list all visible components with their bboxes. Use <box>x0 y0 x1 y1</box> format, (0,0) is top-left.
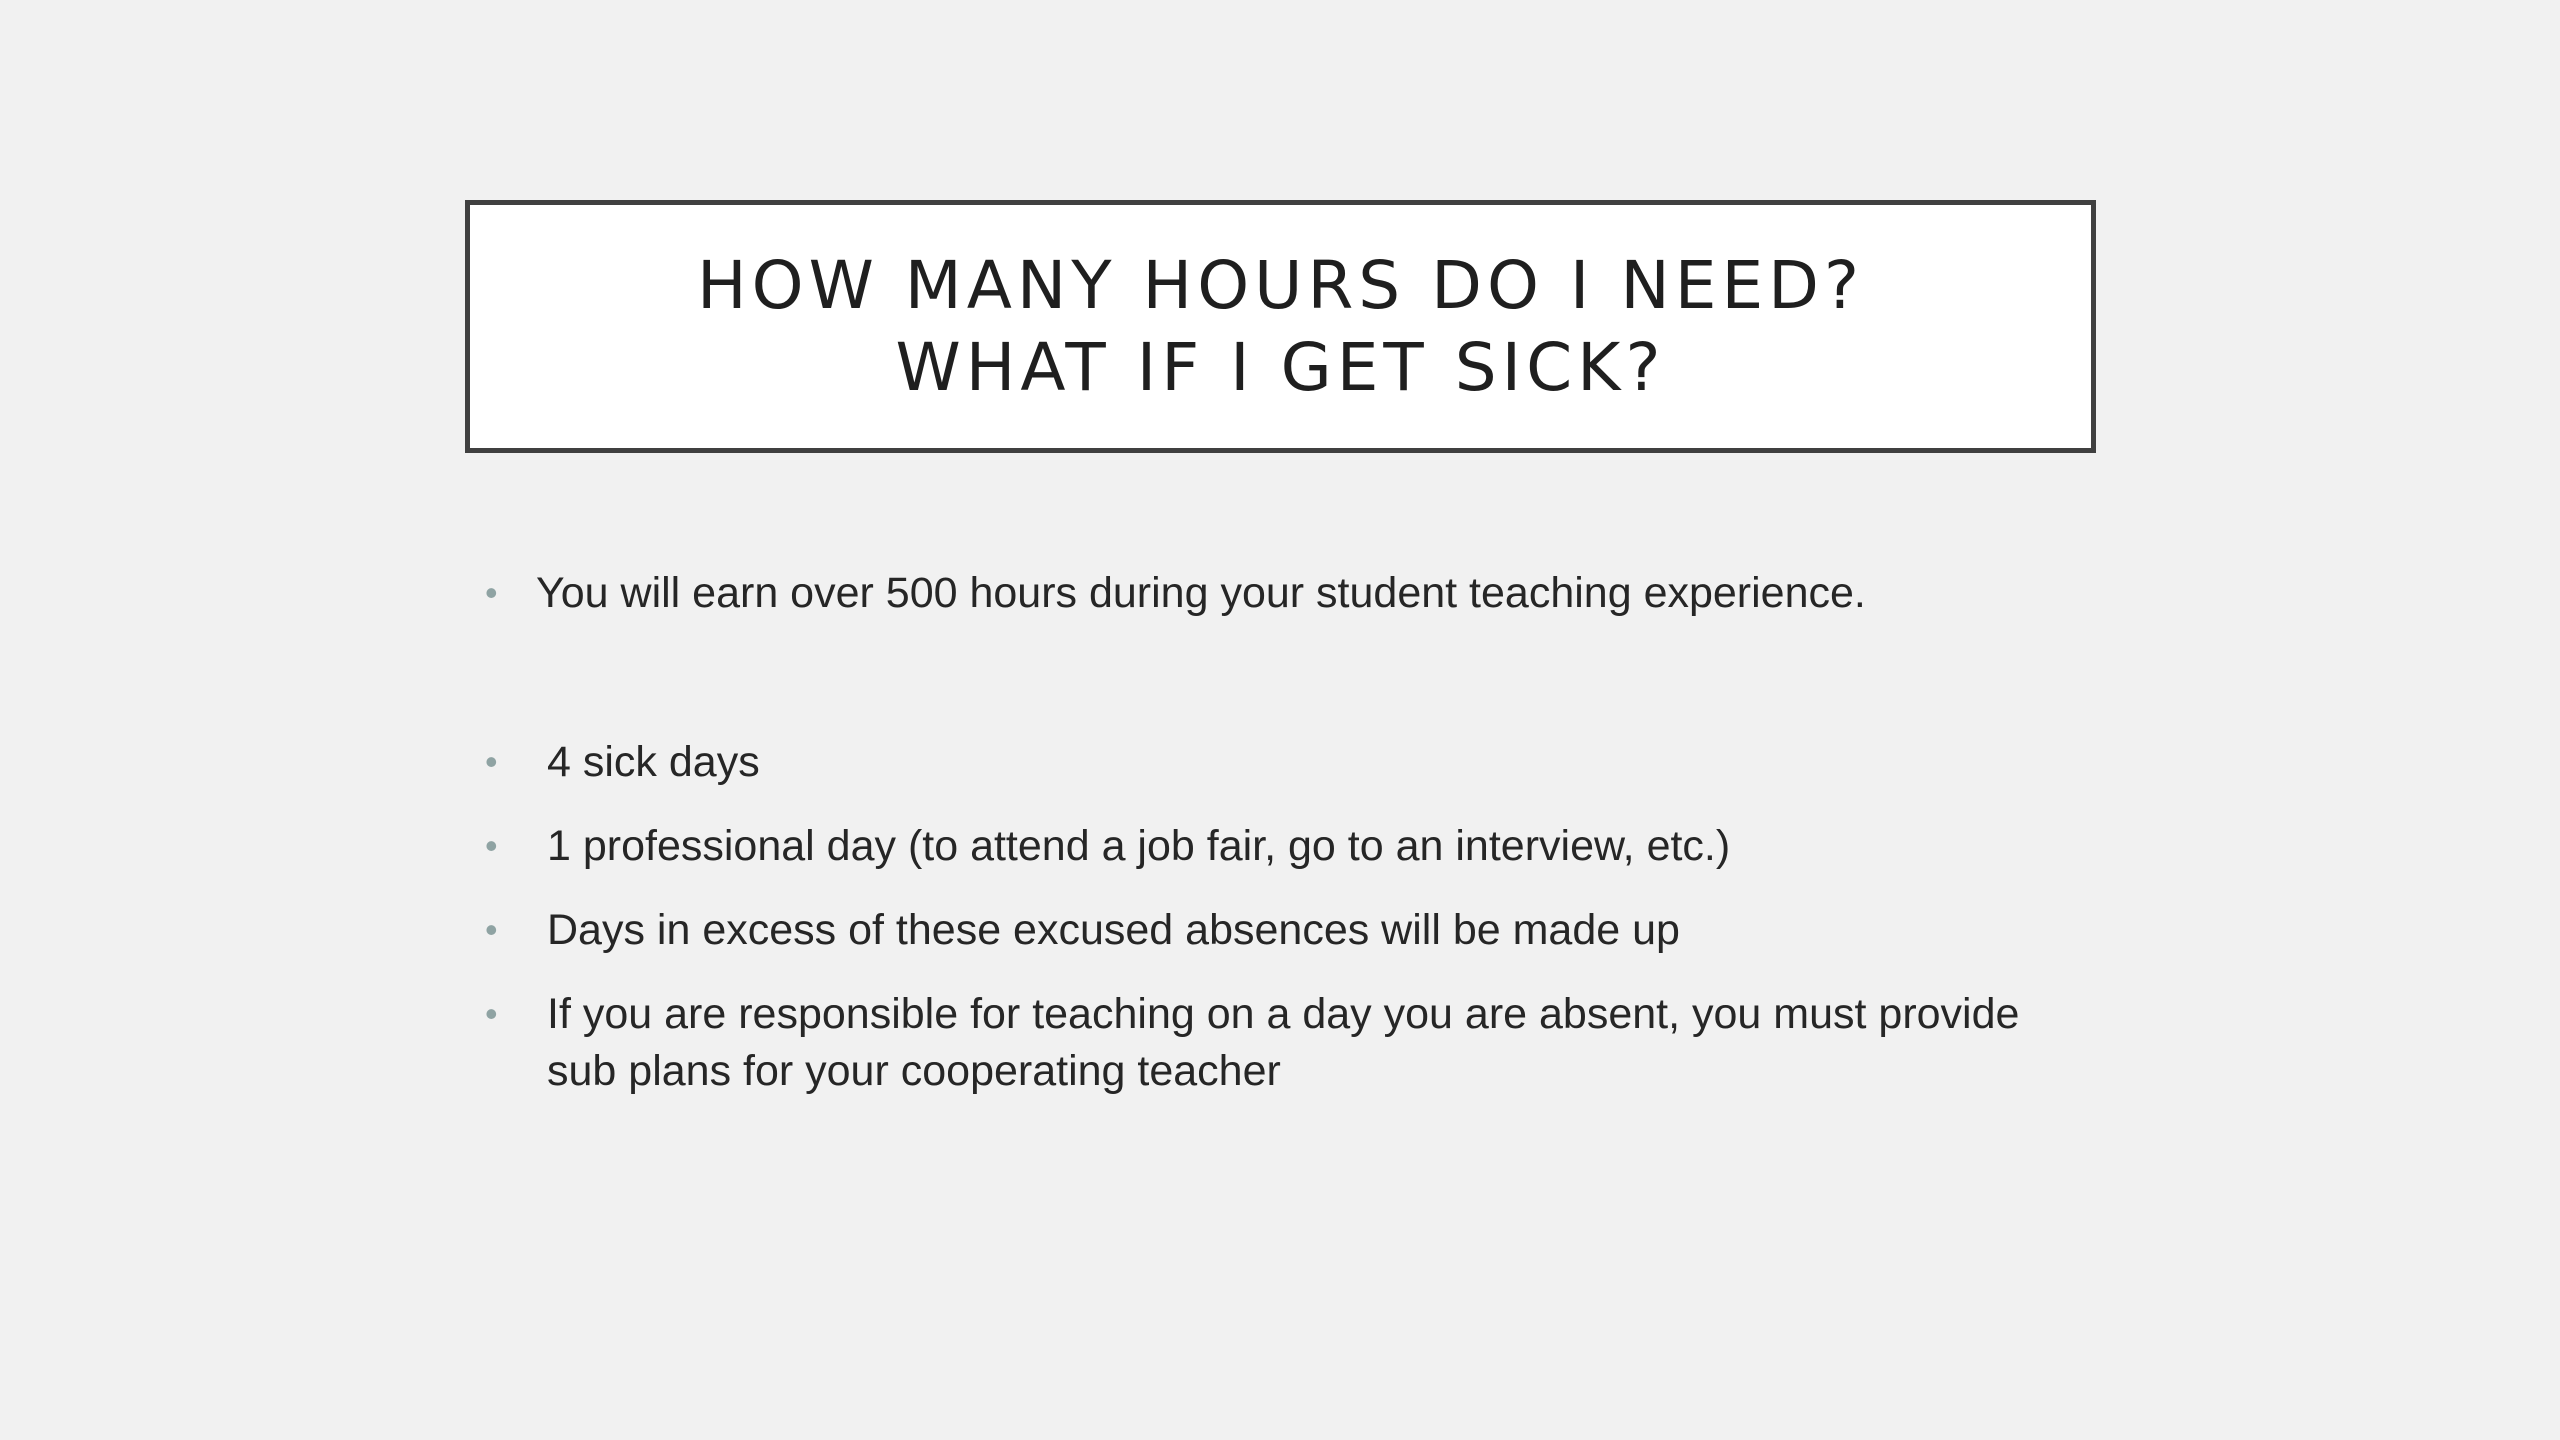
bullet-marker: • <box>485 993 498 1034</box>
bullet-text-sub-plans: If you are responsible for teaching on a day you are absent, you must provide sub plans for your cooperating teacher <box>547 990 2020 1095</box>
bullet-marker: • <box>485 572 498 613</box>
bullet-text-excess-days: Days in excess of these excused absences will be made up <box>547 906 1680 954</box>
bullet-text-hours: You will earn over 500 hours during your student teaching experience. <box>536 569 1866 617</box>
bullet-marker: • <box>485 741 498 782</box>
title-line-1: HOW MANY HOURS DO I NEED? <box>696 246 1864 324</box>
bullet-marker: • <box>485 825 498 866</box>
bullet-marker: • <box>485 909 498 950</box>
bullet-text-professional-day: 1 professional day (to attend a job fair, go to an interview, etc.) <box>547 822 1731 870</box>
bullet-text-sick-days: 4 sick days <box>547 738 760 786</box>
title-line-2: WHAT IF I GET SICK? <box>895 328 1666 406</box>
